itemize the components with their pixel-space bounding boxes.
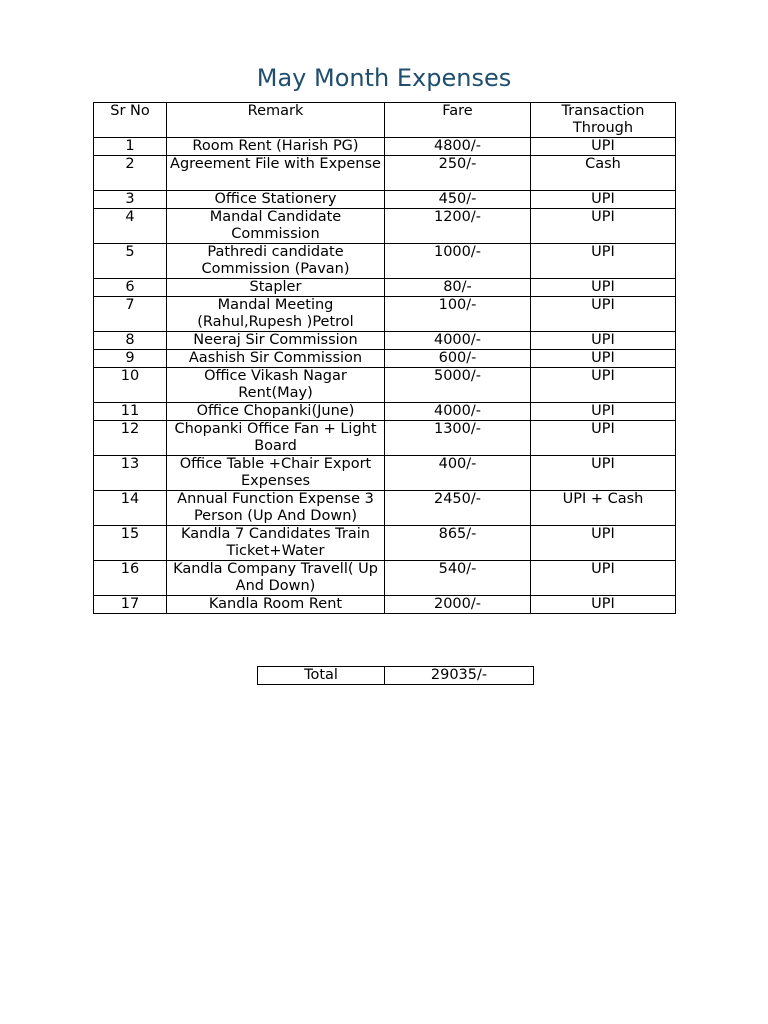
cell-remark: Mandal Candidate Commission [167, 209, 385, 244]
cell-fare: 4800/- [385, 138, 531, 156]
header-remark: Remark [167, 103, 385, 138]
expenses-table-body [94, 138, 676, 614]
cell-remark: Mandal Meeting (Rahul,Rupesh )Petrol [167, 297, 385, 332]
cell-remark: Office Chopanki(June) [167, 403, 385, 421]
cell-transaction: UPI [531, 209, 676, 244]
cell-sr-no: 2 [94, 156, 167, 191]
cell-fare: 4000/- [385, 332, 531, 350]
table-row [94, 191, 676, 209]
cell-sr-no: 15 [94, 526, 167, 561]
table-row [94, 421, 676, 456]
cell-fare: 100/- [385, 297, 531, 332]
cell-remark: Office Table +Chair Export Expenses [167, 456, 385, 491]
cell-transaction: UPI [531, 368, 676, 403]
cell-transaction: UPI [531, 244, 676, 279]
header-sr-no: Sr No [94, 103, 167, 138]
table-row [94, 332, 676, 350]
expenses-table [93, 102, 676, 614]
cell-sr-no: 17 [94, 596, 167, 614]
cell-sr-no: 1 [94, 138, 167, 156]
cell-remark: Chopanki Office Fan + Light Board [167, 421, 385, 456]
cell-fare: 600/- [385, 350, 531, 368]
page-title: May Month Expenses [256, 64, 512, 92]
cell-transaction: UPI [531, 421, 676, 456]
cell-sr-no: 14 [94, 491, 167, 526]
cell-fare: 5000/- [385, 368, 531, 403]
cell-fare: 2000/- [385, 596, 531, 614]
cell-remark: Room Rent (Harish PG) [167, 138, 385, 156]
cell-sr-no: 8 [94, 332, 167, 350]
cell-transaction: UPI + Cash [531, 491, 676, 526]
table-row [94, 561, 676, 596]
table-row [94, 156, 676, 191]
table-row [94, 279, 676, 297]
cell-sr-no: 11 [94, 403, 167, 421]
header-fare: Fare [385, 103, 531, 138]
table-row [94, 368, 676, 403]
cell-sr-no: 3 [94, 191, 167, 209]
table-row [94, 596, 676, 614]
cell-sr-no: 9 [94, 350, 167, 368]
cell-remark: Kandla Room Rent [167, 596, 385, 614]
cell-remark: Annual Function Expense 3 Person (Up And Down) [167, 491, 385, 526]
cell-remark: Kandla Company Travell( Up And Down) [167, 561, 385, 596]
total-value: 29035/- [385, 667, 534, 685]
table-header-row [94, 103, 676, 138]
cell-transaction: UPI [531, 297, 676, 332]
total-label: Total [258, 667, 385, 685]
cell-fare: 80/- [385, 279, 531, 297]
cell-transaction: UPI [531, 332, 676, 350]
cell-sr-no: 10 [94, 368, 167, 403]
table-row [94, 350, 676, 368]
cell-transaction: UPI [531, 191, 676, 209]
table-row [94, 244, 676, 279]
header-transaction: Transaction Through [531, 103, 676, 138]
cell-remark: Pathredi candidate Commission (Pavan) [167, 244, 385, 279]
cell-transaction: UPI [531, 403, 676, 421]
cell-sr-no: 6 [94, 279, 167, 297]
cell-sr-no: 4 [94, 209, 167, 244]
cell-transaction: UPI [531, 350, 676, 368]
cell-remark: Office Vikash Nagar Rent(May) [167, 368, 385, 403]
table-row [94, 138, 676, 156]
table-row [94, 491, 676, 526]
cell-transaction: Cash [531, 156, 676, 191]
cell-remark: Agreement File with Expense [167, 156, 385, 191]
cell-fare: 2450/- [385, 491, 531, 526]
cell-fare: 1000/- [385, 244, 531, 279]
cell-sr-no: 7 [94, 297, 167, 332]
cell-remark: Stapler [167, 279, 385, 297]
cell-fare: 1300/- [385, 421, 531, 456]
cell-fare: 450/- [385, 191, 531, 209]
table-row [94, 456, 676, 491]
cell-fare: 540/- [385, 561, 531, 596]
table-row [94, 297, 676, 332]
cell-remark: Office Stationery [167, 191, 385, 209]
total-table [257, 666, 534, 685]
cell-remark: Neeraj Sir Commission [167, 332, 385, 350]
table-row [94, 209, 676, 244]
cell-transaction: UPI [531, 138, 676, 156]
cell-fare: 1200/- [385, 209, 531, 244]
cell-sr-no: 13 [94, 456, 167, 491]
cell-sr-no: 16 [94, 561, 167, 596]
total-row [258, 667, 534, 685]
table-row [94, 403, 676, 421]
cell-remark: Kandla 7 Candidates Train Ticket+Water [167, 526, 385, 561]
cell-transaction: UPI [531, 561, 676, 596]
cell-transaction: UPI [531, 596, 676, 614]
cell-fare: 865/- [385, 526, 531, 561]
cell-fare: 400/- [385, 456, 531, 491]
cell-fare: 4000/- [385, 403, 531, 421]
cell-sr-no: 5 [94, 244, 167, 279]
cell-transaction: UPI [531, 279, 676, 297]
cell-remark: Aashish Sir Commission [167, 350, 385, 368]
table-row [94, 526, 676, 561]
cell-sr-no: 12 [94, 421, 167, 456]
cell-transaction: UPI [531, 526, 676, 561]
cell-transaction: UPI [531, 456, 676, 491]
cell-fare: 250/- [385, 156, 531, 191]
